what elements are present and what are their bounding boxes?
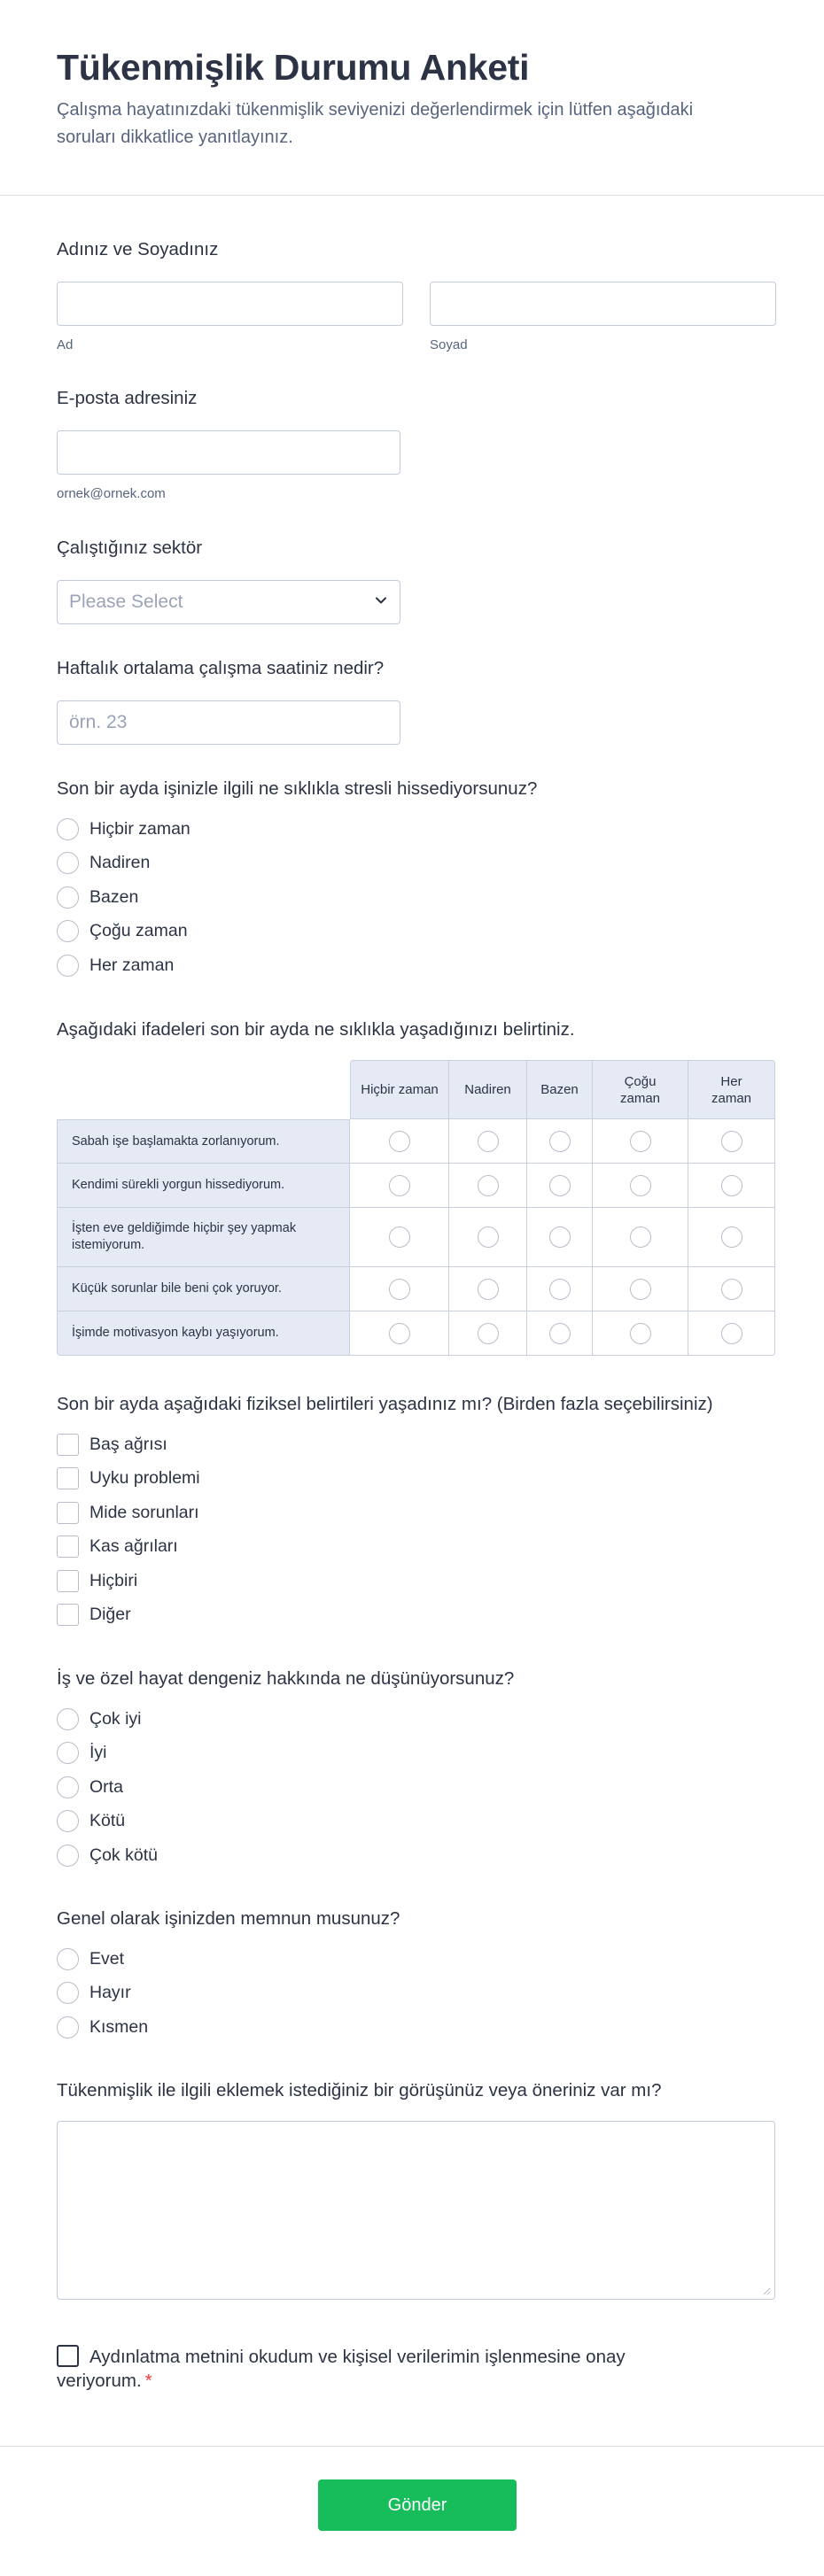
matrix-column-header: Çoğu zaman <box>593 1060 688 1119</box>
stress-option[interactable] <box>57 948 775 983</box>
matrix-cell <box>449 1208 527 1267</box>
matrix-cell <box>350 1164 449 1208</box>
matrix-row-label: Kendimi sürekli yorgun hissediyorum. <box>57 1164 350 1208</box>
radio-button[interactable] <box>630 1323 651 1344</box>
sector-select[interactable] <box>57 580 400 624</box>
radio-button[interactable] <box>549 1279 571 1300</box>
hours-field <box>57 656 775 745</box>
comments-field <box>57 2078 775 2300</box>
option-label: Her zaman <box>89 955 175 975</box>
matrix-cell <box>449 1164 527 1208</box>
radio-button[interactable] <box>478 1175 499 1196</box>
checkbox[interactable] <box>57 1604 79 1626</box>
checkbox[interactable] <box>57 1536 79 1558</box>
matrix-cell <box>350 1311 449 1356</box>
matrix-row-label: Küçük sorunlar bile beni çok yoruyor. <box>57 1267 350 1311</box>
satisfaction-option[interactable] <box>57 1976 775 2011</box>
email-label: E-posta adresiniz <box>57 388 198 408</box>
option-label: Hiçbir zaman <box>89 818 190 839</box>
radio-button[interactable] <box>389 1226 410 1248</box>
radio-button[interactable] <box>721 1131 742 1152</box>
option-label: Nadiren <box>89 853 151 873</box>
balance-option[interactable] <box>57 1770 775 1805</box>
matrix-field <box>57 1017 775 1361</box>
radio-button[interactable] <box>57 955 79 977</box>
matrix-cell <box>527 1119 593 1164</box>
stress-option[interactable] <box>57 915 775 949</box>
stress-option[interactable] <box>57 812 775 847</box>
matrix-cell <box>688 1164 775 1208</box>
stress-label: Son bir ayda işinizle ilgili ne sıklıkla stresli hissediyorsunuz? <box>57 778 538 799</box>
radio-button[interactable] <box>630 1279 651 1300</box>
stress-option[interactable] <box>57 880 775 915</box>
first-name-input[interactable] <box>57 282 403 326</box>
chevron-down-icon <box>375 594 387 607</box>
option-label: Çok kötü <box>89 1845 158 1865</box>
matrix-cell <box>350 1267 449 1311</box>
matrix-cell <box>688 1119 775 1164</box>
matrix-cell <box>527 1208 593 1267</box>
option-label: Çoğu zaman <box>89 921 188 941</box>
balance-option[interactable] <box>57 1805 775 1839</box>
hours-input[interactable] <box>57 700 400 745</box>
email-input[interactable] <box>57 430 400 475</box>
balance-option[interactable] <box>57 1737 775 1771</box>
symptom-option[interactable] <box>57 1496 775 1530</box>
email-field <box>57 386 775 501</box>
satisfaction-option[interactable] <box>57 1942 775 1976</box>
sector-label: Çalıştığınız sektör <box>57 538 203 558</box>
radio-button[interactable] <box>478 1279 499 1300</box>
option-label: Bazen <box>89 886 139 907</box>
satisfaction-field <box>57 1907 775 2045</box>
last-name-sublabel: Soyad <box>430 337 468 352</box>
consent-field <box>57 2345 695 2393</box>
matrix-row-label: Sabah işe başlamakta zorlanıyorum. <box>57 1119 350 1164</box>
symptom-option[interactable] <box>57 1598 775 1633</box>
form-footer <box>0 2446 824 2576</box>
option-label: İyi <box>89 1743 107 1763</box>
radio-button[interactable] <box>549 1131 571 1152</box>
radio-button[interactable] <box>57 1845 79 1867</box>
first-name-sublabel: Ad <box>57 337 74 352</box>
matrix-cell <box>593 1208 688 1267</box>
matrix-cell <box>449 1267 527 1311</box>
matrix-label: Aşağıdaki ifadeleri son bir ayda ne sıklıkla yaşadığınızı belirtiniz. <box>57 1019 575 1040</box>
symptoms-field <box>57 1392 775 1632</box>
symptoms-label: Son bir ayda aşağıdaki fiziksel belirtileri yaşadınız mı? (Birden fazla seçebilirsiniz) <box>57 1394 713 1414</box>
matrix-cell <box>527 1164 593 1208</box>
satisfaction-label: Genel olarak işinizden memnun musunuz? <box>57 1908 400 1929</box>
required-asterisk: * <box>144 2371 152 2391</box>
checkbox[interactable] <box>57 1502 79 1524</box>
satisfaction-option[interactable] <box>57 2010 775 2045</box>
matrix-cell <box>350 1208 449 1267</box>
matrix-cell <box>688 1311 775 1356</box>
stress-option[interactable] <box>57 847 775 881</box>
option-label: Uyku problemi <box>89 1468 200 1489</box>
symptom-option[interactable] <box>57 1462 775 1497</box>
radio-button[interactable] <box>57 1982 79 2004</box>
matrix-column-header: Her zaman <box>688 1060 775 1119</box>
stress-field <box>57 777 775 983</box>
hours-label: Haftalık ortalama çalışma saatiniz nedir? <box>57 658 385 678</box>
radio-button[interactable] <box>478 1131 499 1152</box>
radio-button[interactable] <box>630 1175 651 1196</box>
matrix-column-header: Nadiren <box>449 1060 527 1119</box>
consent-label: Aydınlatma metnini okudum ve kişisel verilerimin işlenmesine onay veriyorum. <box>57 2347 626 2391</box>
radio-button[interactable] <box>549 1226 571 1248</box>
option-label: Diğer <box>89 1605 131 1625</box>
radio-button[interactable] <box>57 852 79 874</box>
hours-placeholder: örn. 23 <box>69 712 128 732</box>
radio-button[interactable] <box>57 1948 79 1970</box>
checkbox[interactable] <box>57 1570 79 1592</box>
matrix-cell <box>688 1267 775 1311</box>
balance-label: İş ve özel hayat dengeniz hakkında ne düşünüyorsunuz? <box>57 1668 515 1689</box>
matrix-cell <box>350 1119 449 1164</box>
form-title: Tükenmişlik Durumu Anketi <box>57 47 530 88</box>
consent-text-block <box>57 2345 695 2393</box>
radio-button[interactable] <box>57 818 79 840</box>
symptom-option[interactable] <box>57 1564 775 1598</box>
sector-field <box>57 536 775 624</box>
option-label: Kısmen <box>89 2016 149 2037</box>
option-label: Mide sorunları <box>89 1502 199 1522</box>
matrix-cell <box>593 1164 688 1208</box>
name-field <box>57 237 775 352</box>
matrix-cell <box>593 1311 688 1356</box>
radio-button[interactable] <box>549 1175 571 1196</box>
matrix-cell <box>527 1311 593 1356</box>
radio-button[interactable] <box>57 1708 79 1730</box>
resize-grip-icon[interactable] <box>762 2286 771 2295</box>
matrix-row-label: İşten eve geldiğimde hiçbir şey yapmak istemiyorum. <box>57 1208 350 1267</box>
last-name-input[interactable] <box>430 282 776 326</box>
radio-button[interactable] <box>721 1279 742 1300</box>
matrix-cell <box>593 1267 688 1311</box>
submit-button[interactable]: Gönder <box>318 2479 517 2531</box>
matrix-cell <box>449 1119 527 1164</box>
option-label: Hayır <box>89 1983 131 2003</box>
symptom-option[interactable] <box>57 1530 775 1565</box>
radio-button[interactable] <box>389 1279 410 1300</box>
matrix-cell <box>449 1311 527 1356</box>
email-sublabel: ornek@ornek.com <box>57 486 166 501</box>
matrix-column-header: Bazen <box>527 1060 593 1119</box>
option-label: Baş ağrısı <box>89 1434 167 1454</box>
matrix-column-header: Hiçbir zaman <box>350 1060 449 1119</box>
consent-checkbox[interactable] <box>57 2345 79 2367</box>
radio-button[interactable] <box>57 1742 79 1764</box>
radio-button[interactable] <box>549 1323 571 1344</box>
radio-button[interactable] <box>721 1323 742 1344</box>
radio-button[interactable] <box>389 1175 410 1196</box>
name-label: Adınız ve Soyadınız <box>57 239 219 259</box>
option-label: Hiçbiri <box>89 1570 138 1590</box>
symptom-option[interactable] <box>57 1427 775 1462</box>
matrix-cell <box>593 1119 688 1164</box>
checkbox[interactable] <box>57 1467 79 1489</box>
radio-button[interactable] <box>57 1776 79 1799</box>
comments-textarea[interactable] <box>57 2121 775 2300</box>
comments-label: Tükenmişlik ile ilgili eklemek istediğiniz bir görüşünüz veya öneriniz var mı? <box>57 2080 662 2100</box>
matrix-cell <box>527 1267 593 1311</box>
radio-button[interactable] <box>57 886 79 909</box>
option-label: Kötü <box>89 1811 126 1831</box>
radio-button[interactable] <box>630 1226 651 1248</box>
radio-button[interactable] <box>57 920 79 942</box>
matrix-table <box>57 1060 775 1361</box>
radio-button[interactable] <box>721 1175 742 1196</box>
balance-option[interactable] <box>57 1702 775 1737</box>
form-description: Çalışma hayatınızdaki tükenmişlik seviyenizi değerlendirmek için lütfen aşağıdaki soruları dikkatlice yanıtlayınız. <box>57 100 694 147</box>
radio-button[interactable] <box>57 1810 79 1832</box>
radio-button[interactable] <box>721 1226 742 1248</box>
matrix-cell <box>688 1208 775 1267</box>
radio-button[interactable] <box>389 1131 410 1152</box>
matrix-row-label: İşimde motivasyon kaybı yaşıyorum. <box>57 1311 350 1356</box>
option-label: Çok iyi <box>89 1708 142 1729</box>
option-label: Orta <box>89 1776 123 1797</box>
radio-button[interactable] <box>57 2016 79 2038</box>
option-label: Evet <box>89 1948 125 1969</box>
radio-button[interactable] <box>478 1323 499 1344</box>
radio-button[interactable] <box>630 1131 651 1152</box>
checkbox[interactable] <box>57 1434 79 1456</box>
balance-field <box>57 1667 775 1873</box>
radio-button[interactable] <box>478 1226 499 1248</box>
form-header <box>0 0 824 196</box>
option-label: Kas ağrıları <box>89 1536 178 1557</box>
radio-button[interactable] <box>389 1323 410 1344</box>
balance-option[interactable] <box>57 1838 775 1873</box>
sector-selected-value: Please Select <box>69 592 183 612</box>
